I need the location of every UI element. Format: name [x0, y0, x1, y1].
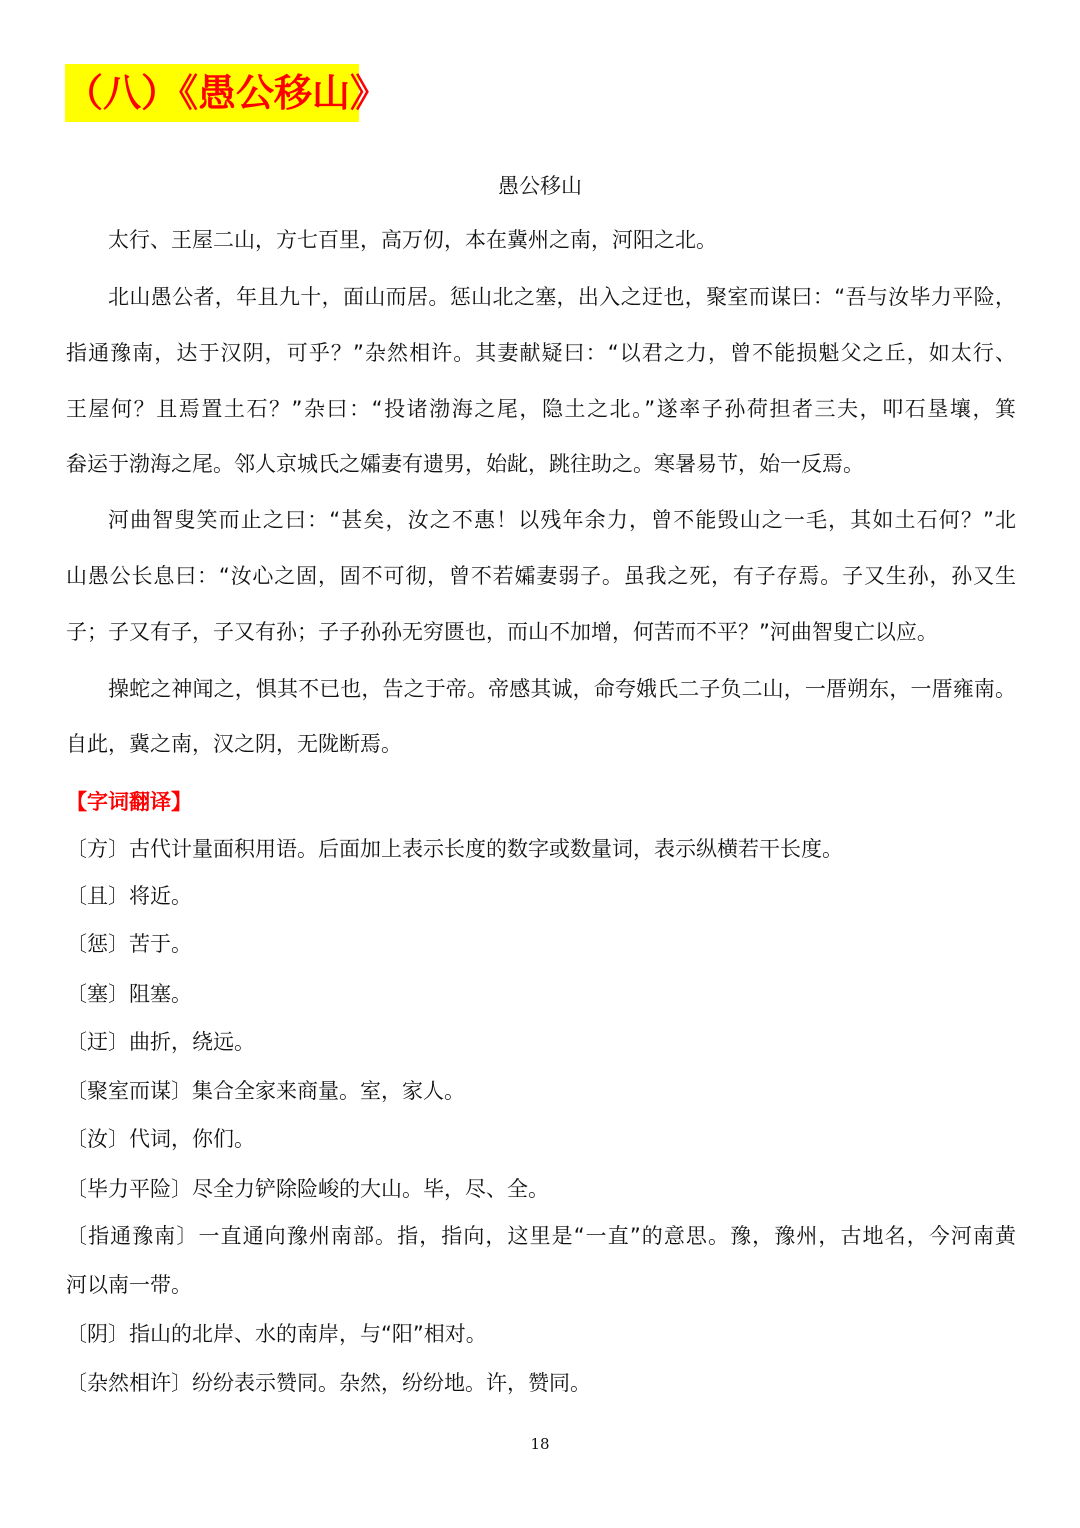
- paragraph-1-line-1: 太行、王屋二山，方七百里，高万仞，本在冀州之南，河阳之北。: [108, 228, 717, 252]
- note-ju-shi-er-mou: 〔聚室而谋〕集合全家来商量。室，家人。: [66, 1079, 465, 1103]
- paragraph-3-line-2: 山愚公长息曰：“汝心之固，固不可彻，曾不若孀妻弱子。虽我之死，有子存焉。子又生孙，孙又生: [66, 564, 1016, 588]
- page-number: 18: [530, 1435, 550, 1453]
- note-se: 〔塞〕阻塞。: [66, 982, 192, 1006]
- note-zhi-tong-yu-nan-line-2: 河以南一带。: [66, 1273, 192, 1297]
- note-fang: 〔方〕古代计量面积用语。后面加上表示长度的数字或数量词，表示纵横若干长度。: [66, 837, 843, 861]
- note-zhi-tong-yu-nan-line-1: 〔指通豫南〕一直通向豫州南部。指，指向，这里是“一直”的意思。豫，豫州，古地名，今河南黄: [66, 1224, 1016, 1248]
- section-heading: （八）《愚公移山》: [65, 64, 359, 122]
- paragraph-2-line-3: 王屋何？且焉置土石？”杂曰：“投诸渤海之尾，隐土之北。”遂率子孙荷担者三夫，叩石垦壤，箕: [66, 397, 1016, 421]
- note-qie: 〔且〕将近。: [66, 884, 192, 908]
- note-bi-li-ping-xian: 〔毕力平险〕尽全力铲除险峻的大山。毕，尽、全。: [66, 1177, 549, 1201]
- paragraph-4-line-2: 自此，冀之南，汉之阴，无陇断焉。: [66, 732, 402, 756]
- note-yin: 〔阴〕指山的北岸、水的南岸，与“阳”相对。: [66, 1322, 487, 1346]
- paragraph-2-line-1: 北山愚公者，年且九十，面山而居。惩山北之塞，出入之迂也，聚室而谋曰：“吾与汝毕力平险，: [108, 285, 1016, 309]
- paragraph-3-line-3: 子；子又有子，子又有孙；子子孙孙无穷匮也，而山不加增，何苦而不平？”河曲智叟亡以应。: [66, 620, 938, 644]
- paragraph-3-line-1: 河曲智叟笑而止之曰：“甚矣，汝之不惠！以残年余力，曾不能毁山之一毛，其如土石何？”北: [108, 508, 1016, 532]
- paragraph-2-line-2: 指通豫南，达于汉阴，可乎？”杂然相许。其妻献疑曰：“以君之力，曾不能损魁父之丘，如太行、: [66, 341, 1016, 365]
- note-cheng: 〔惩〕苦于。: [66, 932, 192, 956]
- note-ru: 〔汝〕代词，你们。: [66, 1127, 255, 1151]
- paragraph-2-line-4: 畚运于渤海之尾。邻人京城氏之孀妻有遗男，始龀，跳往助之。寒暑易节，始一反焉。: [66, 452, 864, 476]
- text-title: 愚公移山: [498, 174, 582, 198]
- vocabulary-notes-label: 【字词翻译】: [66, 790, 192, 814]
- note-za-ran-xiang-xu: 〔杂然相许〕纷纷表示赞同。杂然，纷纷地。许，赞同。: [66, 1371, 591, 1395]
- paragraph-4-line-1: 操蛇之神闻之，惧其不已也，告之于帝。帝感其诚，命夸娥氏二子负二山，一厝朔东，一厝雍南。: [108, 677, 1016, 701]
- note-yu: 〔迂〕曲折，绕远。: [66, 1030, 255, 1054]
